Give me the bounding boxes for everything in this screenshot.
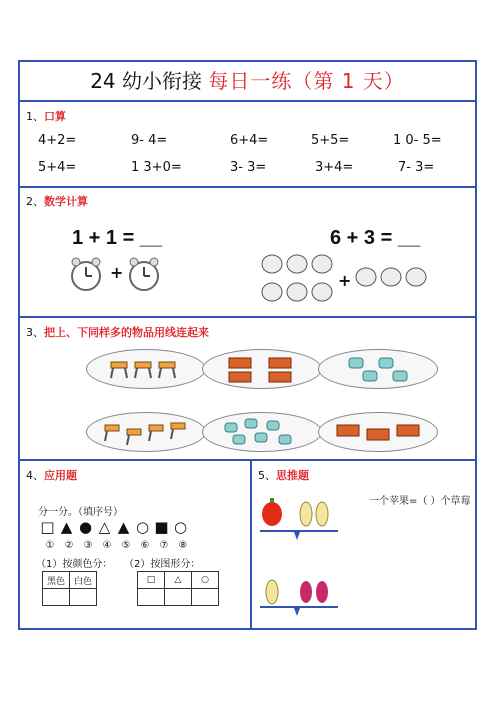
alarm-clock-icon xyxy=(68,256,104,292)
oral-calc-item: 1 3+0= xyxy=(131,160,182,175)
answer-cell[interactable] xyxy=(70,589,97,606)
oral-calc-item: 6+4= xyxy=(230,133,269,148)
picture-equation-2: 6 + 3 = __ xyxy=(330,227,421,249)
header-square: □ xyxy=(138,572,165,589)
section-5-heading: 5、思推题 xyxy=(258,469,309,482)
triangle-icon: △ xyxy=(98,518,114,536)
answer-cell[interactable] xyxy=(192,589,219,606)
circle-icon: ● xyxy=(78,518,96,536)
triangle-icon: ▲ xyxy=(60,518,76,536)
chair-icon xyxy=(87,413,205,451)
section-4-heading: 4、应用题 xyxy=(26,469,77,482)
color-sort-table xyxy=(42,571,97,606)
sort-by-shape-label: （2）按图形分： xyxy=(124,559,201,570)
triangle-icon: ▲ xyxy=(117,518,133,536)
oral-calc-item: 5+5= xyxy=(311,133,350,148)
item-group-watering-cans xyxy=(318,349,438,389)
alarm-clock-icon xyxy=(126,256,162,292)
pear-icon xyxy=(300,502,312,526)
balance-apple-vs-pears xyxy=(258,484,346,546)
strawberry-group-icon xyxy=(260,252,336,308)
reasoning-question: 一个苹果=（ ）个草莓 xyxy=(369,496,471,507)
strawberry-group-icon xyxy=(354,262,430,292)
divider-vertical xyxy=(250,461,252,630)
oral-calc-item: 3- 3= xyxy=(230,160,267,175)
chair-icon xyxy=(87,350,205,388)
divider xyxy=(20,316,475,318)
section-1-heading: 1、口算 xyxy=(26,110,66,123)
sort-by-color-label: （1）按颜色分： xyxy=(36,559,113,570)
title-main: 24 幼小衔接 xyxy=(90,69,202,93)
watering-can-icon xyxy=(319,350,437,388)
desk-icon xyxy=(319,413,437,451)
square-icon: ■ xyxy=(154,518,172,536)
picture-equation-1: 1 + 1 = __ xyxy=(72,227,163,249)
pear-icon xyxy=(316,502,328,526)
header-triangle: △ xyxy=(165,572,192,589)
balance-pear-vs-strawberries xyxy=(258,562,346,624)
section-2-heading: 2、数学计算 xyxy=(26,195,88,208)
circle-icon: ○ xyxy=(173,518,191,536)
header-black: 黑色 xyxy=(43,572,70,589)
pear-icon xyxy=(266,580,278,604)
plus-sign: + xyxy=(110,263,124,282)
oral-calc-item: 3+4= xyxy=(315,160,354,175)
header-circle: ○ xyxy=(192,572,219,589)
strawberry-icon xyxy=(316,581,328,603)
worksheet xyxy=(18,60,477,630)
divider xyxy=(20,459,475,461)
circle-icon: ○ xyxy=(135,518,153,536)
sort-instruction: 分一分。（填序号） xyxy=(38,507,123,518)
item-group-chairs xyxy=(86,412,206,452)
item-group-watering-cans xyxy=(202,412,322,452)
square-icon: □ xyxy=(40,518,58,536)
divider xyxy=(20,186,475,188)
watering-can-icon xyxy=(203,413,321,451)
shape-numbers: ① ② ③ ④ ⑤ ⑥ ⑦ ⑧ xyxy=(45,540,188,551)
item-group-chairs xyxy=(86,349,206,389)
item-group-desks xyxy=(318,412,438,452)
oral-calc-item: 9- 4= xyxy=(131,133,168,148)
answer-cell[interactable] xyxy=(138,589,165,606)
answer-cell[interactable] xyxy=(165,589,192,606)
oral-calc-item: 1 0- 5= xyxy=(393,133,442,148)
item-group-desks xyxy=(202,349,322,389)
oral-calc-item: 5+4= xyxy=(38,160,77,175)
answer-cell[interactable] xyxy=(43,589,70,606)
section-3-heading: 3、把上、下同样多的物品用线连起来 xyxy=(26,326,209,339)
shape-sort-table xyxy=(137,571,219,606)
header-white: 白色 xyxy=(70,572,97,589)
strawberry-icon xyxy=(300,581,312,603)
desk-icon xyxy=(203,350,321,388)
apple-icon xyxy=(262,502,282,526)
worksheet-title xyxy=(20,62,475,100)
title-sub: 每日一练（第 1 天） xyxy=(208,69,405,93)
divider xyxy=(20,100,475,102)
oral-calc-item: 4+2= xyxy=(38,133,77,148)
shape-row xyxy=(40,518,192,536)
oral-calc-item: 7- 3= xyxy=(398,160,435,175)
plus-sign: + xyxy=(338,271,352,290)
